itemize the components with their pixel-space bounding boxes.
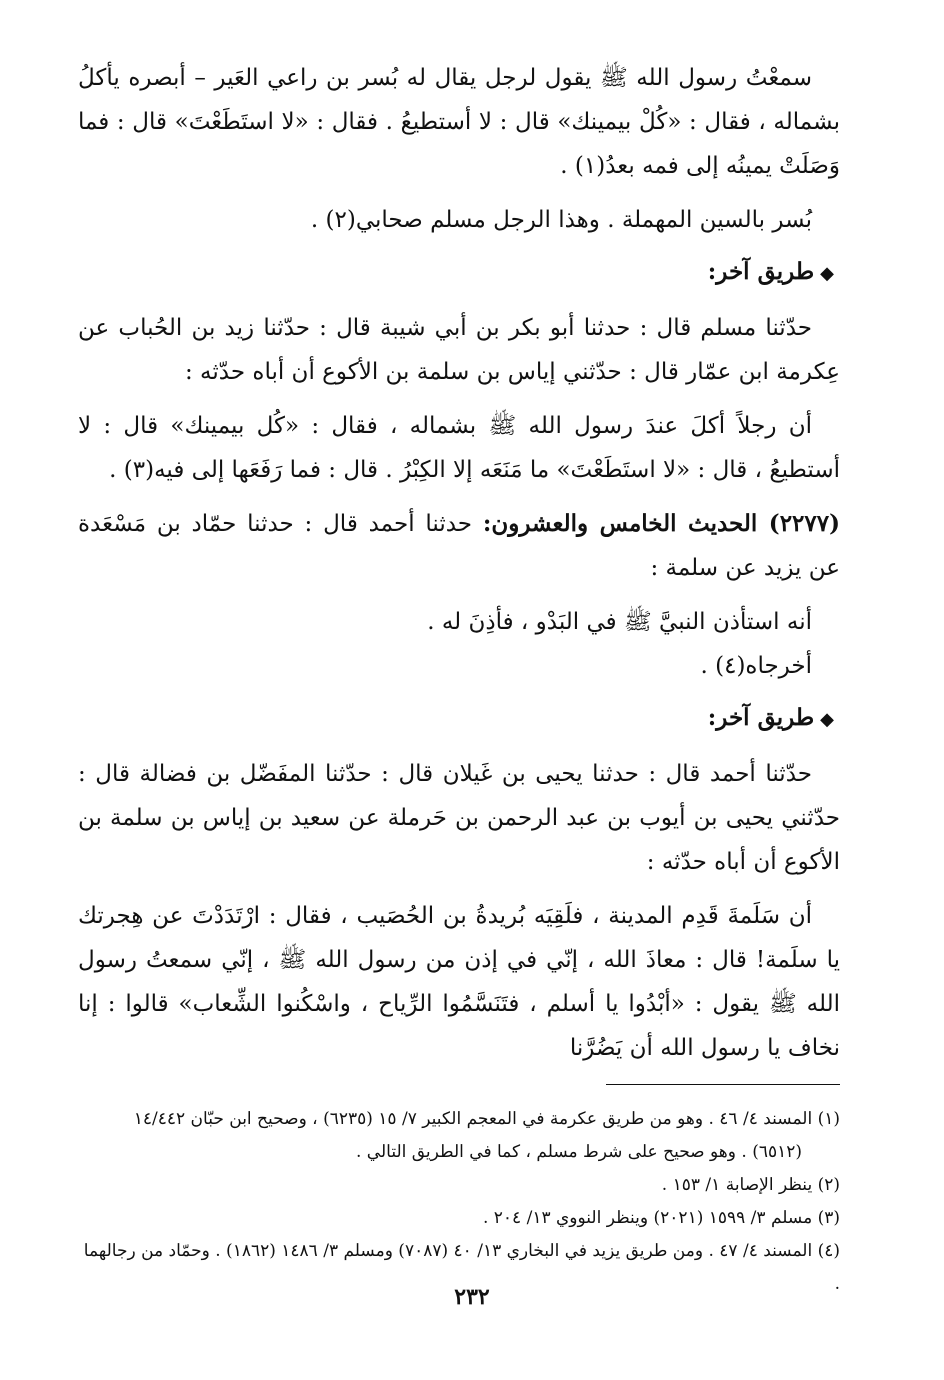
paragraph-isnad-2: حدّثنا أحمد قال : حدثنا يحيى بن غَيلان قال : حدّثنا المفَضّل بن فضالة قال : حدّثني يحيى بن أيوب بن عبد الرحمن بن حَرملة عن سعيد بن إياس بن سلمة بن الأكوع أن أباه حدّثه : bbox=[78, 761, 840, 875]
hadith-isnad-text: حدثنا أحمد قال : حدثنا حمّاد بن مَسْعَدة عن يزيد عن سلمة : bbox=[78, 511, 840, 581]
footnotes bbox=[78, 1103, 840, 1301]
footnote-1-continued: (٦٥١٢) . وهو صحيح على شرط مسلم ، كما في الطريق التالي . bbox=[355, 1142, 802, 1162]
heading-label: طريق آخر: bbox=[707, 704, 815, 731]
section-heading-another-route bbox=[78, 250, 840, 296]
paragraph-takhrij: أخرجاه(٤) . bbox=[700, 653, 812, 679]
paragraph-hadith-matn-3: أن سَلَمةَ قَدِم المدينة ، فلَقِيَه بُريدةُ بن الحُصَيب ، فقال : ارْتَدَدْتَ عن هِجرتك يا سلَمة! قال : معاذَ الله ، إنّي في إذن من رسول الله ﷺ ، إنّي سمعتُ رسول الله ﷺ يقول : «أبْدُوا يا أسلم ، فتَنَسَّمُوا الرِّياح ، واسْكُنوا الشِّعاب» قالوا : إنا نخاف يا رسول الله أن يَضُرَّنا bbox=[78, 903, 840, 1061]
footnote-4: (٤) المسند ٤/ ٤٧ . ومن طريق يزيد في البخاري ١٣/ ٤٠ (٧٠٨٧) ومسلم ٣/ ١٤٨٦ (١٨٦٢) . وحمّاد من رجالهما . bbox=[83, 1241, 840, 1294]
diamond-icon: ◆ bbox=[820, 709, 834, 730]
footnote-3: (٣) مسلم ٣/ ١٥٩٩ (٢٠٢١) وينظر النووي ١٣/ ٢٠٤ . bbox=[482, 1208, 840, 1228]
paragraph-isnad-1: حدّثنا مسلم قال : حدثنا أبو بكر بن أبي شيبة قال : حدّثنا زيد بن الحُباب عن عِكرمة ابن عمّار قال : حدّثني إياس بن سلمة بن الأكوع أن أباه حدّثه : bbox=[78, 315, 840, 385]
footnote-2: (٢) ينظر الإصابة ١/ ١٥٣ . bbox=[661, 1175, 840, 1195]
section-heading-another-route-2 bbox=[78, 696, 840, 742]
paragraph-note-busr: بُسر بالسين المهملة . وهذا الرجل مسلم صحابي(٢) . bbox=[310, 207, 812, 233]
paragraph-hadith-matn-1: أن رجلاً أكلَ عندَ رسول الله ﷺ بشماله ، فقال : «كُل بيمينك» قال : لا أستطيعُ ، قال : «لا استَطَعْتَ» ما مَنَعَه إلا الكِبْرُ . قال : فما رَفَعَها إلى فيه(٣) . bbox=[78, 413, 840, 483]
paragraph-hadith-25 bbox=[78, 502, 840, 590]
footnote-separator bbox=[606, 1084, 840, 1085]
paragraph-hadith-text: سمعْتُ رسول الله ﷺ يقول لرجل يقال له بُسر بن راعي العَير – أبصره يأكلُ بشماله ، فقال : «كُلْ بيمينك» قال : لا أستطيعُ . فقال : «لا استَطَعْتَ» قال : فما وَصَلَتْ يمينُه إلى فمه بعدُ(١) . bbox=[78, 65, 840, 179]
diamond-icon: ◆ bbox=[820, 263, 834, 284]
page-number: ٢٣٢ bbox=[454, 1284, 490, 1310]
hadith-number-title: (٢٢٧٧) الحديث الخامس والعشرون: bbox=[482, 510, 840, 537]
heading-label: طريق آخر: bbox=[707, 258, 815, 285]
footnote-1: (١) المسند ٤/ ٤٦ . وهو من طريق عكرمة في المعجم الكبير ٧/ ١٥ (٦٢٣٥) ، وصحيح ابن حبّان ١٤/٤٤٢ bbox=[133, 1109, 840, 1129]
paragraph-hadith-matn-2: أنه استأذن النبيَّ ﷺ في البَدْو ، فأذِنَ له . bbox=[427, 609, 812, 635]
